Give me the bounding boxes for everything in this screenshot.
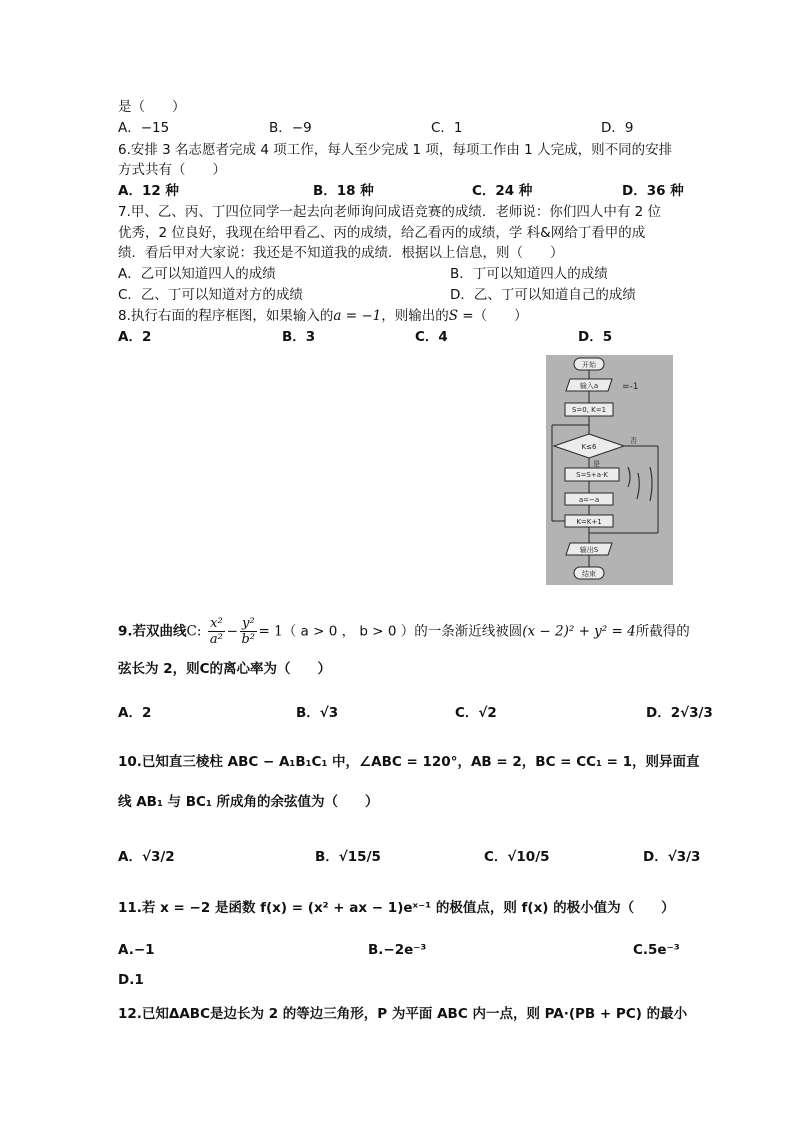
q6-option-c: C．24 种 [472,183,533,199]
q6-option-b: B．18 种 [313,183,374,199]
q9-prefix: 9.若双曲线 [118,623,187,640]
q12-stem-line1: 12.已知ΔABC是边长为 2 的等边三角形，P 为平面 ABC 内一点，则 PA·(PB + PC) 的最小 [118,1006,688,1022]
q9-curve-name: C: [186,623,202,640]
q10-stem-line2: 线 AB₁ 与 BC₁ 所成角的余弦值为（ ） [118,794,379,810]
q10-option-a: A．√3/2 [118,849,175,865]
q9-fraction-x [208,616,225,647]
q8-stem-text-b: ，则输出的 [381,308,449,324]
flow-start-label: 开始 [582,361,596,369]
q11-option-c: C.5e⁻³ [633,942,680,958]
q9-option-d: D．2√3/3 [646,705,713,721]
q10-option-c: C．√10/5 [484,849,550,865]
q9-fraction-y-num: y² [241,616,255,631]
q8-input-value: a = −1 [333,308,382,324]
q7-stem-line1: 7.甲、乙、丙、丁四位同学一起去向老师询问成语竞赛的成绩．老师说：你们四人中有 2 位 [118,204,662,220]
q8-option-a: A．2 [118,329,152,345]
flow-end-label: 结束 [582,570,596,578]
flow-no-label: 否 [630,437,637,445]
q8-option-d: D．5 [578,329,613,345]
q7-option-d: D．乙、丁可以知道自己的成绩 [450,287,636,303]
q11-option-d: D.1 [118,972,144,988]
q5-stem-tail: 是（ ） [118,99,186,115]
q11-stem: 11.若 x = −2 是函数 f(x) = (x² + ax − 1)eˣ⁻¹ 的极值点，则 f(x) 的极小值为（ ） [118,900,675,916]
q7-option-a: A．乙可以知道四人的成绩 [118,266,276,282]
q8-stem-text-c: =（ ） [457,308,528,324]
q10-option-b: B．√15/5 [315,849,381,865]
q9-option-b: B．√3 [296,705,339,721]
q5-option-d: D．9 [601,120,634,136]
q8-stem-text-a: 8.执行右面的程序框图，如果输入的 [118,308,334,324]
q6-option-d: D．36 种 [622,183,684,199]
q6-option-a: A．12 种 [118,183,179,199]
q10-option-d: D．√3/3 [643,849,701,865]
q9-equals-one: = 1 [258,623,283,640]
flowchart-image [546,355,673,585]
q9-option-a: A．2 [118,705,152,721]
q7-option-b: B．丁可以知道四人的成绩 [450,266,608,282]
q7-stem-line3: 绩．看后甲对大家说：我还是不知道我的成绩．根据以上信息，则（ ） [118,245,564,261]
q9-fraction-x-num: x² [210,616,223,631]
flow-condition-label: K≤6 [581,443,597,451]
flow-step1-label: S=S+a·K [576,471,608,479]
flow-input-label: 输入a [579,382,599,390]
q9-fraction-y [240,616,257,647]
q10-stem-line1: 10.已知直三棱柱 ABC − A₁B₁C₁ 中，∠ABC = 120°，AB = 2，BC = CC₁ = 1，则异面直 [118,754,700,770]
q8-option-b: B．3 [282,329,316,345]
q9-stem-line2: 弦长为 2，则C的离心率为（ ） [118,661,332,677]
q9-stem-tail: 所截得的 [635,623,690,640]
q7-option-c: C．乙、丁可以知道对方的成绩 [118,287,303,303]
q9-condition: （ a > 0 ， b > 0 ）的一条渐近线被圆 [282,623,523,640]
q9-option-c: C．√2 [455,705,497,721]
q8-option-c: C．4 [415,329,448,345]
q8-output-symbol: S [448,308,458,324]
q9-stem-line1: 9.若双曲线C: $\frac{\text{x²}}{\text{a²}}$ − $\frac{\text{y²}}{\text{b²}}$ = 1（ a > 0 ， b > 0 ）的一条渐近线被圆(x − 2)² + y² = 4所截得的 [118,616,690,647]
q6-stem-line1: 6.安排 3 名志愿者完成 4 项工作，每人至少完成 1 项，每项工作由 1 人完成，则不同的安排 [118,142,673,158]
q9-circle-equation: (x − 2)² + y² = 4 [522,623,636,640]
q9-fraction-x-den: a² [209,632,223,647]
q6-stem-line2: 方式共有（ ） [118,162,226,178]
q7-stem-line2: 优秀，2 位良好，我现在给甲看乙、丙的成绩，给乙看丙的成绩，学 科&网给丁看甲的成 [118,225,646,241]
flow-output-label: 输出S [579,546,599,554]
q5-option-a: A．−15 [118,120,170,136]
flow-init-label: S=0, K=1 [571,406,607,414]
flow-step2-label: a=−a [578,496,600,504]
q5-option-b: B．−9 [269,120,312,136]
q11-option-b: B.−2e⁻³ [368,942,427,958]
q8-stem [118,307,528,325]
q9-fraction-y-den: b² [241,632,256,647]
flow-handwritten-note: =-1 [622,382,639,392]
flow-yes-label: 是 [593,460,600,468]
q11-option-a: A.−1 [118,942,155,958]
q5-option-c: C．1 [431,120,463,136]
flow-step3-label: K=K+1 [576,518,602,526]
